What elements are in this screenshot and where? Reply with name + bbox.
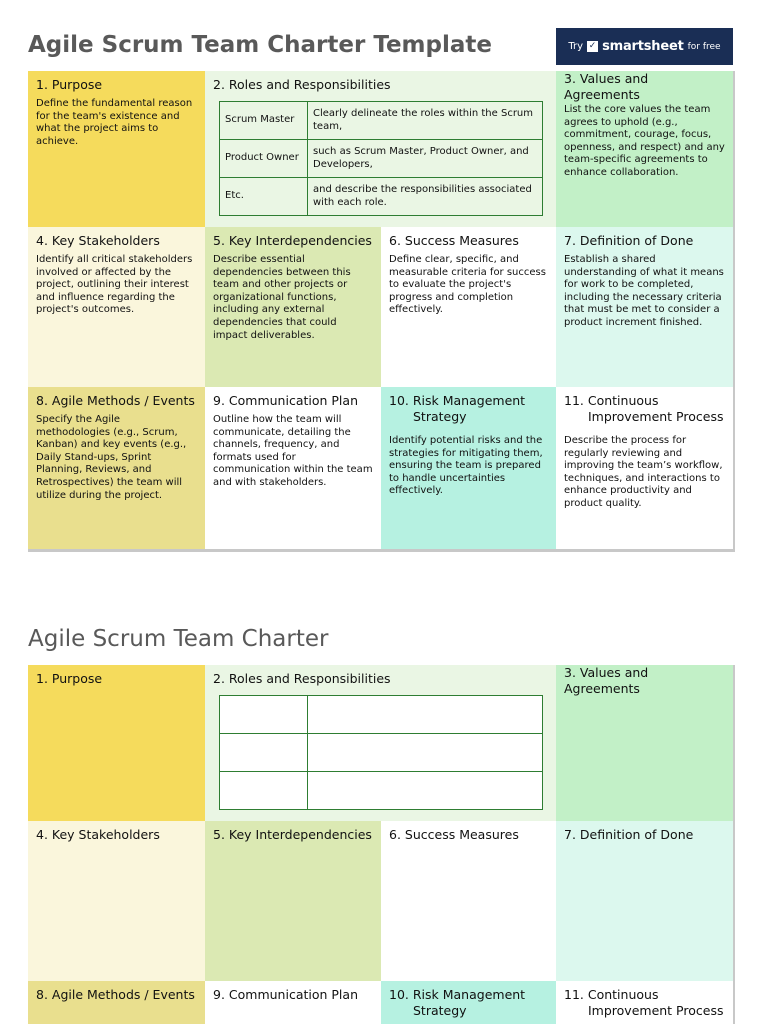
blank-role-cell[interactable] — [220, 772, 308, 810]
purpose-heading: 1. Purpose — [36, 77, 103, 92]
success-description: Define clear, specific, and measurable criteria for success to evaluate the project's progress and completion effectively. — [389, 254, 546, 316]
blank-roles-section — [205, 665, 556, 821]
improvement-heading — [564, 393, 725, 425]
blank-roles-table — [219, 695, 543, 810]
template-charter-grid — [28, 71, 735, 552]
communication-heading: 9. Communication Plan — [213, 393, 358, 408]
interdependencies-description: Describe essential dependencies between this team and other projects or organizational functions, including any external dependencies that could impact deliverables. — [213, 254, 351, 341]
risk-description: Identify potential risks and the strategies for mitigating them, ensuring the team is prepared to handle uncertainties effectively. — [389, 435, 543, 497]
blank-purpose-heading: 1. Purpose — [36, 671, 103, 686]
improvement-heading-line2: Improvement Process — [588, 409, 724, 424]
page-title: Agile Scrum Team Charter Template — [28, 32, 492, 58]
blank-risk-heading-line1: 10. Risk Management — [389, 987, 526, 1002]
role-name: Scrum Master — [220, 102, 308, 140]
role-name: Product Owner — [220, 140, 308, 178]
stakeholders-description: Identify all critical stakeholders involved or affected by the project, outlining their interest and influence regarding the project's outcomes. — [36, 254, 193, 316]
table-row — [220, 178, 543, 216]
blank-methods-heading: 8. Agile Methods / Events — [36, 987, 195, 1002]
dod-section — [556, 227, 733, 387]
improvement-section — [556, 387, 733, 549]
blank-improvement-section[interactable] — [556, 981, 733, 1024]
blank-dod-section[interactable] — [556, 821, 733, 981]
stakeholders-section — [28, 227, 205, 387]
blank-charter-grid — [28, 665, 735, 1024]
interdependencies-section — [205, 227, 381, 387]
communication-section — [205, 387, 381, 549]
badge-try-label: Try — [568, 41, 584, 52]
blank-charter-title: Agile Scrum Team Charter — [28, 626, 329, 652]
methods-section — [28, 387, 205, 549]
purpose-description: Define the fundamental reason for the team's existence and what the project aims to achieve. — [36, 98, 193, 147]
improvement-heading-line1: 11. Continuous — [564, 393, 659, 408]
smartsheet-logo-icon: ✓ — [588, 41, 597, 51]
values-heading: 3. Values and Agreements — [564, 71, 649, 102]
blank-role-cell[interactable] — [220, 734, 308, 772]
communication-description: Outline how the team will communicate, detailing the channels, frequency, and formats used for communication within the team and with stakeholders. — [213, 414, 373, 488]
blank-roles-heading: 2. Roles and Responsibilities — [213, 671, 391, 686]
blank-improvement-heading — [564, 987, 725, 1019]
stakeholders-heading: 4. Key Stakeholders — [36, 233, 160, 248]
blank-success-section[interactable] — [381, 821, 556, 981]
interdependencies-heading: 5. Key Interdependencies — [213, 233, 372, 248]
table-row — [220, 734, 543, 772]
risk-heading-line2: Strategy — [413, 409, 467, 424]
blank-role-cell[interactable] — [220, 696, 308, 734]
blank-risk-section[interactable] — [381, 981, 556, 1024]
smartsheet-try-button[interactable] — [556, 28, 733, 65]
dod-heading: 7. Definition of Done — [564, 233, 694, 248]
methods-heading: 8. Agile Methods / Events — [36, 393, 195, 408]
blank-interdependencies-heading: 5. Key Interdependencies — [213, 827, 372, 842]
role-description: and describe the responsibilities associated with each role. — [308, 178, 543, 216]
blank-success-heading: 6. Success Measures — [389, 827, 519, 842]
badge-suffix-label: for free — [687, 41, 721, 52]
role-description: Clearly delineate the roles within the Scrum team, — [308, 102, 543, 140]
blank-risk-heading — [389, 987, 548, 1019]
table-row — [220, 696, 543, 734]
blank-improvement-heading-line1: 11. Continuous — [564, 987, 659, 1002]
values-section — [556, 71, 733, 227]
blank-communication-heading: 9. Communication Plan — [213, 987, 358, 1002]
values-description: List the core values the team agrees to uphold (e.g., commitment, courage, focus, openness, and respect) and any team-specific agreements to enhance collaboration. — [564, 104, 725, 178]
blank-improvement-heading-line2: Improvement Process — [588, 1003, 724, 1018]
blank-stakeholders-section[interactable] — [28, 821, 205, 981]
blank-role-description-cell[interactable] — [308, 696, 543, 734]
dod-description: Establish a shared understanding of what it means for work to be completed, including the necessary criteria that must be met to consider a product increment finished. — [564, 254, 724, 328]
blank-dod-heading: 7. Definition of Done — [564, 827, 694, 842]
blank-values-section[interactable] — [556, 665, 733, 821]
methods-description: Specify the Agile methodologies (e.g., Scrum, Kanban) and key events (e.g., Daily Stand-ups, Sprint Planning, Reviews, and Retrospectives) the team will utilize during the project. — [36, 414, 187, 501]
blank-role-description-cell[interactable] — [308, 734, 543, 772]
blank-purpose-section[interactable] — [28, 665, 205, 821]
blank-risk-heading-line2: Strategy — [413, 1003, 467, 1018]
role-name: Etc. — [220, 178, 308, 216]
blank-methods-section[interactable] — [28, 981, 205, 1024]
roles-section — [205, 71, 556, 227]
roles-heading: 2. Roles and Responsibilities — [213, 77, 391, 92]
badge-brand-label: smartsheet — [602, 39, 684, 54]
improvement-description: Describe the process for regularly reviewing and improving the team’s workflow, techniques, and interactions to enhance productivity and product quality. — [564, 435, 723, 509]
blank-communication-section[interactable] — [205, 981, 381, 1024]
role-description: such as Scrum Master, Product Owner, and Developers, — [308, 140, 543, 178]
risk-heading — [389, 393, 548, 425]
table-row — [220, 772, 543, 810]
roles-table — [219, 101, 543, 216]
table-row — [220, 140, 543, 178]
blank-stakeholders-heading: 4. Key Stakeholders — [36, 827, 160, 842]
blank-values-heading: 3. Values and Agreements — [564, 665, 649, 696]
purpose-section — [28, 71, 205, 227]
table-row — [220, 102, 543, 140]
blank-interdependencies-section[interactable] — [205, 821, 381, 981]
success-heading: 6. Success Measures — [389, 233, 519, 248]
risk-heading-line1: 10. Risk Management — [389, 393, 526, 408]
risk-section — [381, 387, 556, 549]
blank-role-description-cell[interactable] — [308, 772, 543, 810]
success-section — [381, 227, 556, 387]
